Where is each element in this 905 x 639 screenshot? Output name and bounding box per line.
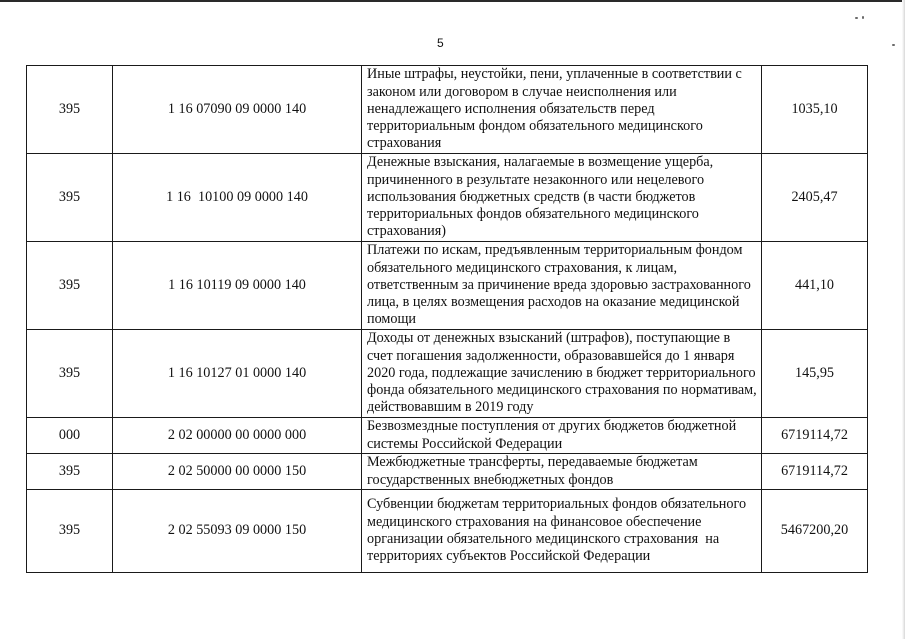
budget-code-cell: 2 02 50000 00 0000 150 (113, 454, 362, 490)
revenue-name-cell: Безвозмездные поступления от других бюджетов бюджетной системы Российской Федерации (362, 418, 762, 454)
table-row (27, 242, 868, 330)
budget-revenue-table (26, 65, 868, 573)
table-row (27, 454, 868, 490)
revenue-name-cell: Межбюджетные трансферты, передаваемые бюджетам государственных внебюджетных фондов (362, 454, 762, 490)
admin-code-cell: 395 (27, 490, 113, 573)
admin-code-cell: 000 (27, 418, 113, 454)
table-row (27, 66, 868, 154)
budget-code-cell: 2 02 55093 09 0000 150 (113, 490, 362, 573)
amount-cell: 2405,47 (762, 154, 868, 242)
admin-code-cell: 395 (27, 66, 113, 154)
budget-code-cell: 1 16 07090 09 0000 140 (113, 66, 362, 154)
revenue-name-cell: Иные штрафы, неустойки, пени, уплаченные в соответствии с законом или договором в случае неисполнения или ненадлежащего исполнения обязательств перед территориальным фондом обязательного медицинского страхования (362, 66, 762, 154)
table-row (27, 490, 868, 573)
amount-cell: 5467200,20 (762, 490, 868, 573)
budget-code-cell: 1 16 10119 09 0000 140 (113, 242, 362, 330)
table-row (27, 154, 868, 242)
budget-code-cell: 1 16 10100 09 0000 140 (113, 154, 362, 242)
admin-code-cell: 395 (27, 242, 113, 330)
amount-cell: 441,10 (762, 242, 868, 330)
revenue-name-cell: Денежные взыскания, налагаемые в возмещение ущерба, причиненного в результате незаконного или нецелевого использования бюджетных средств (в части бюджетов территориальных фондов обязательного медицинского страхования) (362, 154, 762, 242)
revenue-name-cell: Доходы от денежных взысканий (штрафов), поступающие в счет погашения задолженности, образовавшейся до 1 января 2020 года, подлежащие зачислению в бюджет территориального фонда обязательного медицинского страхования по нормативам, действовавшим в 2019 году (362, 330, 762, 418)
scan-top-edge (0, 0, 905, 2)
table-row (27, 418, 868, 454)
scan-speck (862, 16, 864, 19)
revenue-name-cell: Платежи по искам, предъявленным территориальным фондом обязательного медицинского страхования, к лицам, ответственным за причинение вреда здоровью застрахованного лица, в целях возмещения расходов на оказание медицинской помощи (362, 242, 762, 330)
amount-cell: 6719114,72 (762, 418, 868, 454)
scan-speck (855, 17, 858, 19)
admin-code-cell: 395 (27, 154, 113, 242)
revenue-name-cell: Субвенции бюджетам территориальных фондов обязательного медицинского страхования на финансовое обеспечение организации обязательного медицинского страхования на территориях субъектов Российской Федерации (362, 490, 762, 573)
amount-cell: 1035,10 (762, 66, 868, 154)
budget-code-cell: 1 16 10127 01 0000 140 (113, 330, 362, 418)
table-row (27, 330, 868, 418)
scan-speck (892, 44, 895, 46)
admin-code-cell: 395 (27, 330, 113, 418)
amount-cell: 6719114,72 (762, 454, 868, 490)
admin-code-cell: 395 (27, 454, 113, 490)
budget-code-cell: 2 02 00000 00 0000 000 (113, 418, 362, 454)
amount-cell: 145,95 (762, 330, 868, 418)
page-number: 5 (437, 36, 444, 50)
